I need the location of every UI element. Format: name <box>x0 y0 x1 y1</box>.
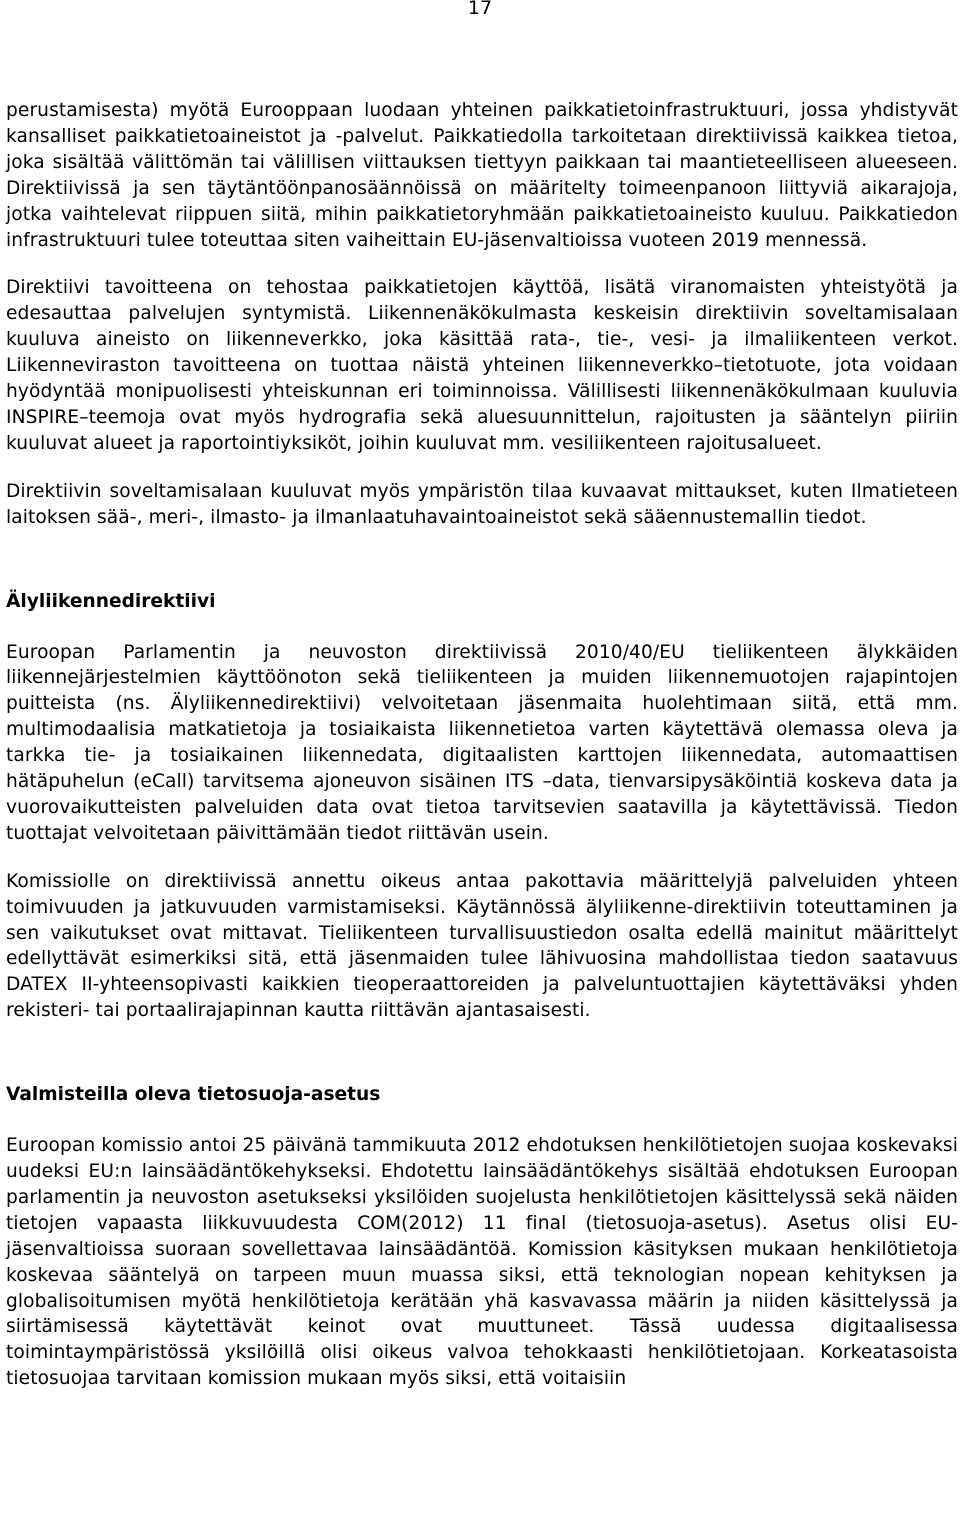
document-body <box>6 98 958 1392</box>
paragraph: Direktiivin soveltamisalaan kuuluvat myös ympäristön tilaa kuvaavat mittaukset, kuten Ilmatieteen laitoksen sää-, meri-, ilmasto- ja ilmanlaatuhavaintoaineistot sekä sääennustemallin tiedot. <box>6 480 958 528</box>
paragraph: Direktiivi tavoitteena on tehostaa paikkatietojen käyttöä, lisätä viranomaisten yhteistyötä ja edesauttaa palvelujen syntymistä. Liikennenäkökulmasta keskeisin direktiivin soveltamisalaan kuuluva aineisto on liikenneverkko, joka käsittää rata-, tie-, vesi- ja ilmaliikenteen verkot. Liikenneviraston tavoitteena on tuottaa näistä yhteinen liikenneverkko–tietotuote, jota voidaan hyödyntää monipuolisesti yhteiskunnan eri toiminnoissa. Välillisesti liikennenäkökulmaan kuuluvia INSPIRE–teemoja ovat myös hydrografia sekä aluesuunnittelun, rajoitusten ja sääntelyn piiriin kuuluvat alueet ja raportointiyksiköt, joihin kuuluvat mm. vesiliikenteen rajoitusalueet. <box>6 277 958 454</box>
paragraph: Komissiolle on direktiivissä annettu oikeus antaa pakottavia määrittelyjä palveluiden yhteen toimivuuden ja jatkuvuuden varmistamiseksi. Käytännössä älyliikenne-direktiivin toteuttaminen ja sen vaikutukset ovat mittavat. Tieliikenteen turvallisuustiedon osalta edellä mainitut määrittelyt edellyttävät esimerkiksi sitä, että jäsenmaiden tulee lähivuosina mahdollistaa tiedon saatavuus DATEX II-yhteensopivasti kaikkien tieoperaattoreiden ja palveluntuottajien käytettäväksi yhden rekisteri- tai portaalirajapinnan kautta riittävän ajantasaisesti. <box>6 870 958 1022</box>
section-spacer <box>6 1024 958 1082</box>
page-number: 17 <box>467 0 493 19</box>
paragraph: perustamisesta) myötä Eurooppaan luodaan yhteinen paikkatietoinfrastruktuuri, jossa yhdistyvät kansalliset paikkatietoaineistot ja -palvelut. Paikkatiedolla tarkoitetaan direktiivissä kaikkea tietoa, joka sisältää välittömän tai välillisen viittauksen tiettyyn paikkaan tai maantieteelliseen alueeseen. Direktiivissä ja sen täytäntöönpanosäännöissä on määritelty toimeenpanoon liittyviä aikarajoja, jotka vaihtelevat riippuen siitä, mihin paikkatietoryhmään paikkatietoaineisto kuuluu. Paikkatiedon infrastruktuuri tulee toteuttaa siten vaiheittain EU-jäsenvaltioissa vuoteen 2019 mennessä. <box>6 100 958 251</box>
paragraph-spacer <box>6 847 958 869</box>
paragraph: Euroopan komissio antoi 25 päivänä tammikuuta 2012 ehdotuksen henkilötietojen suojaa koskevaksi uudeksi EU:n lainsäädäntökehykseksi. Ehdotettu lainsäädäntökehys sisältää ehdotuksen Euroopan parlamentin ja neuvoston asetukseksi yksilöiden suojelusta henkilötietojen käsittelyssä sekä näiden tietojen vapaasta liikkuvuudesta COM(2012) 11 final (tietosuoja-asetus). Asetus olisi EU-jäsenvaltioissa suoraan sovellettavaa lainsäädäntöä. Komission käsityksen mukaan henkilötietoja koskevaa sääntelyä on tarpeen muun muassa siksi, että teknologian nopean kehityksen ja globalisoitumisen myötä henkilötietoja kerätään yhä kasvavassa määrin ja niiden käsittelyssä ja siirtämisessä käytettävät keinot ovat muuttuneet. Tässä uudessa digitaalisessa toimintaympäristössä yksilöillä olisi oikeus valvoa tehokkaasti henkilötietojaan. Korkeatasoista tietosuojaa tarvitaan komission mukaan myös siksi, että voitaisiin <box>6 1135 958 1390</box>
section-heading-alyliikennedirektiivi: Älyliikennedirektiivi <box>6 590 216 612</box>
heading-spacer <box>6 1108 958 1133</box>
paragraph-spacer <box>6 253 958 275</box>
section-heading-tietosuoja-asetus: Valmisteilla oleva tietosuoja-asetus <box>6 1084 381 1106</box>
heading-spacer <box>6 615 958 640</box>
paragraph-spacer <box>6 457 958 479</box>
section-spacer <box>6 531 958 589</box>
paragraph: Euroopan Parlamentin ja neuvoston direktiivissä 2010/40/EU tieliikenteen älykkäiden liikennejärjestelmien käyttöönoton sekä tieliikenteen ja muiden liikennemuotojen rajapintojen puitteista (ns. Älyliikennedirektiivi) velvoitetaan jäsenmaita huolehtimaan siitä, että mm. multimodaalisia matkatietoja ja tosiaikaista liikennetietoa varten käytettävä olemassa oleva ja tarkka tie- ja tosiaikainen liikennedata, digitaalisten karttojen liikennedata, automaattisen hätäpuhelun (eCall) tarvitsema ajoneuvon sisäinen ITS –data, tienvarsipysäköintiä koskeva data ja vuorovaikutteisten palveluiden data ovat tietoa tarvitsevien saatavilla ja käytettävissä. Tiedon tuottajat velvoitetaan päivittämään tiedot riittävän usein. <box>6 641 958 844</box>
